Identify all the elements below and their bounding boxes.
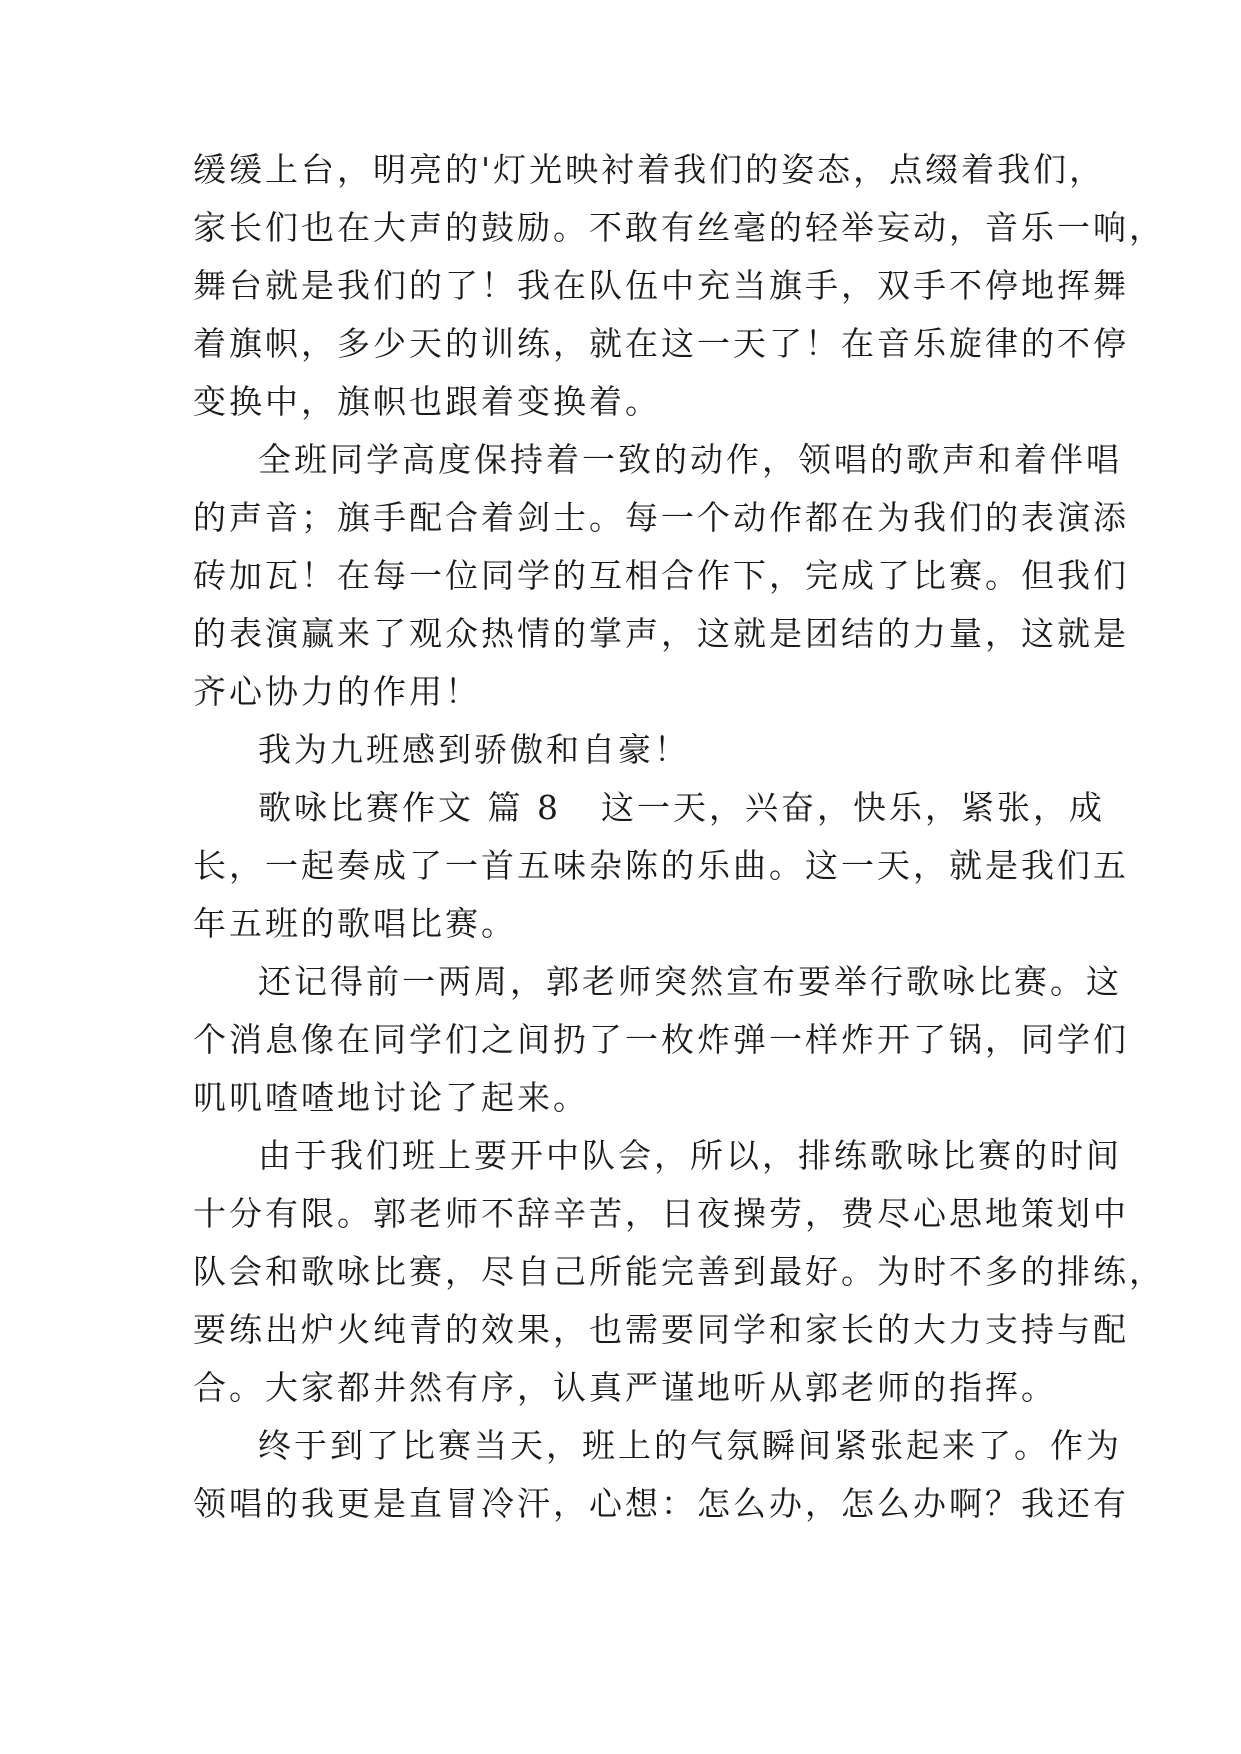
text-line: 合。大家都井然有序，认真严谨地听从郭老师的指挥。 [193,1368,1057,1407]
text-line: 要练出炉火纯青的效果，也需要同学和家长的大力支持与配 [193,1310,1129,1349]
text-line: 家长们也在大声的鼓励。不敢有丝毫的轻举妄动，音乐一响， [193,208,1165,247]
text-line: 舞台就是我们的了！我在队伍中充当旗手，双手不停地挥舞 [193,266,1129,305]
text-line: 队会和歌咏比赛，尽自己所能完善到最好。为时不多的排练， [193,1252,1165,1291]
text-line: 领唱的我更是直冒冷汗，心想：怎么办，怎么办啊？我还有 [193,1484,1129,1523]
text-line: 齐心协力的作用！ [193,672,481,711]
section-first-sentence: 这一天，兴奋，快乐，紧张，成 [600,788,1105,827]
text-line: 着旗帜，多少天的训练，就在这一天了！在音乐旋律的不停 [193,324,1129,363]
text-line: 年五班的歌唱比赛。 [193,904,517,943]
paragraph-first-line: 由于我们班上要开中队会，所以，排练歌咏比赛的时间 [258,1136,1122,1175]
paragraph-first-line: 终于到了比赛当天，班上的气氛瞬间紧张起来了。作为 [258,1426,1122,1465]
section-heading: 歌咏比赛作文 篇 8 [258,788,561,827]
text-line: 长，一起奏成了一首五味杂陈的乐曲。这一天，就是我们五 [193,846,1129,885]
text-line: 的表演赢来了观众热情的掌声，这就是团结的力量，这就是 [193,614,1129,653]
text-line: 个消息像在同学们之间扔了一枚炸弹一样炸开了锅，同学们 [193,1020,1129,1059]
text-line: 缓缓上台，明亮的'灯光映衬着我们的姿态，点缀着我们， [193,150,1106,189]
text-line: 叽叽喳喳地讨论了起来。 [193,1078,589,1117]
paragraph-first-line: 我为九班感到骄傲和自豪！ [258,730,690,769]
section-heading-line [258,788,1105,828]
paragraph-first-line: 全班同学高度保持着一致的动作，领唱的歌声和着伴唱 [258,440,1122,479]
text-line: 的声音；旗手配合着剑士。每一个动作都在为我们的表演添 [193,498,1129,537]
text-line: 变换中，旗帜也跟着变换着。 [193,382,661,421]
text-line: 砖加瓦！在每一位同学的互相合作下，完成了比赛。但我们 [193,556,1129,595]
paragraph-first-line: 还记得前一两周，郭老师突然宣布要举行歌咏比赛。这 [258,962,1122,1001]
text-line: 十分有限。郭老师不辞辛苦，日夜操劳，费尽心思地策划中 [193,1194,1129,1233]
